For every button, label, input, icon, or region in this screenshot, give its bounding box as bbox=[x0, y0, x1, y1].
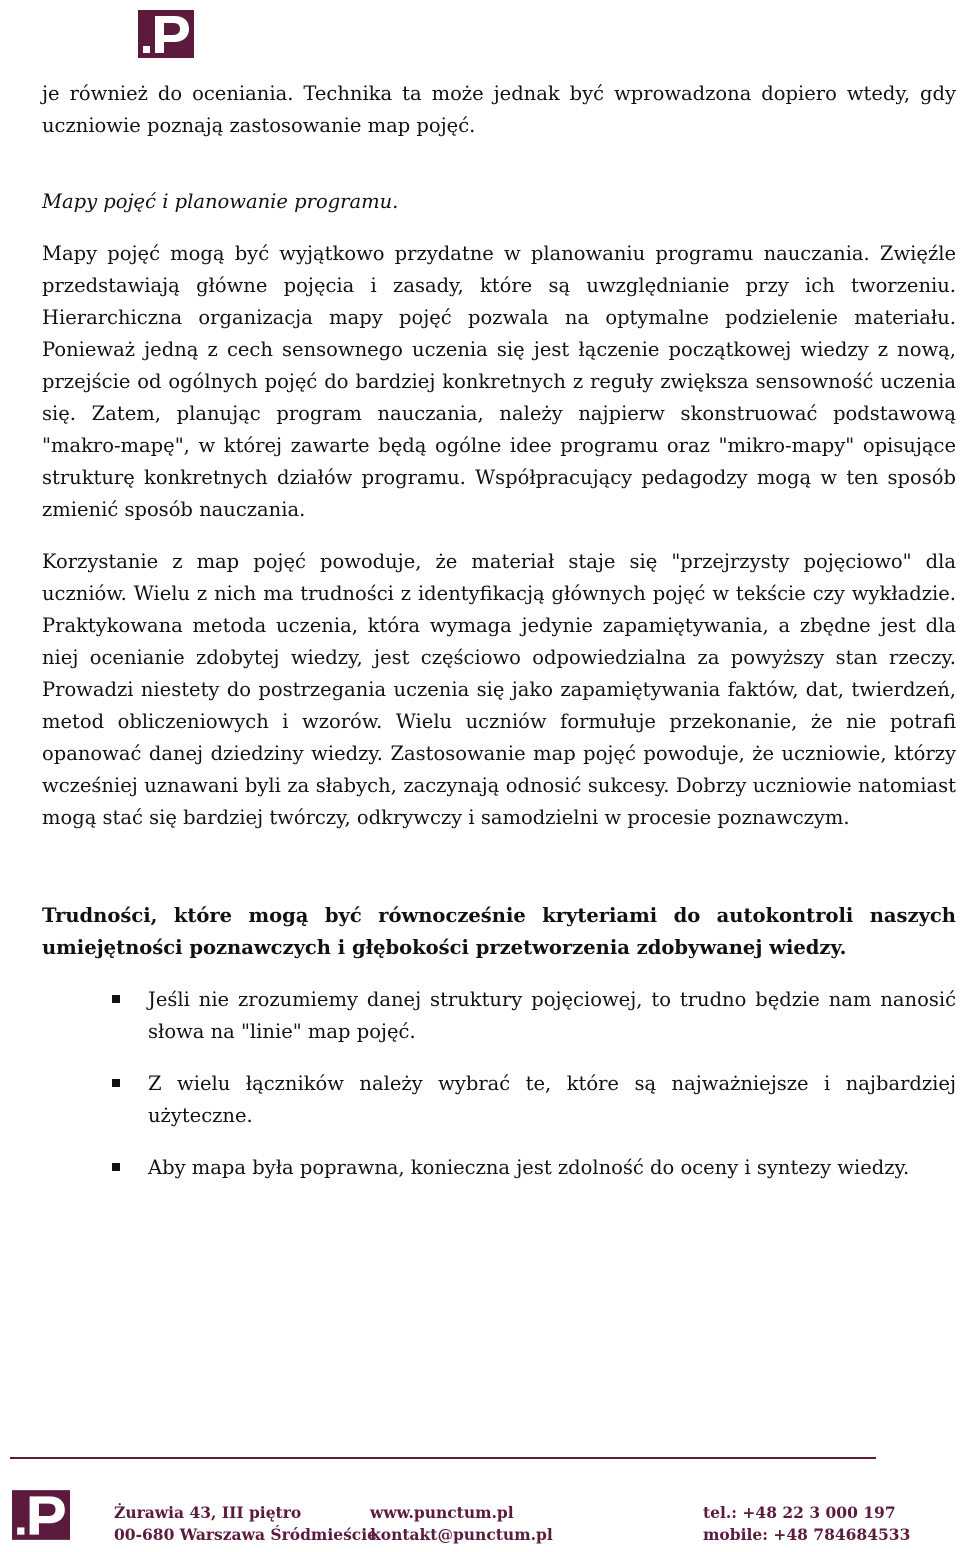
list-item-text: Z wielu łączników należy wybrać te, które są najważniejsze i najbardziej użyteczne. bbox=[148, 1072, 956, 1127]
paragraph-transparency: Korzystanie z map pojęć powoduje, że materiał staje się "przejrzysty pojęciowo" dla uczniów. Wielu z nich ma trudności z identyfikacją głównych pojęć w tekście czy wykładzie. Praktykowana metoda uczenia, która wymaga jedynie zapamiętywania, a zbędne jest dla niej ocenianie zdobytej wiedzy, jest częściowo odpowiedzialna za powyższy stan rzeczy. Prowadzi niestety do postrzegania uczenia się jako zapamiętywania faktów, dat, twierdzeń, metod obliczeniowych i wzorów. Wielu uczniów formułuje przekonanie, że nie potrafi opanować danej dziedziny wiedzy. Zastosowanie map pojęć powoduje, że uczniowie, którzy wcześniej uznawani byli za słabych, zaczynają odnosić sukcesy. Dobrzy uczniowie natomiast mogą stać się bardziej twórczy, odkrywczy i samodzielni w procesie poznawczym. bbox=[42, 550, 956, 829]
footer-address-city: 00-680 Warszawa Śródmieście bbox=[114, 1525, 377, 1544]
footer-telephone: tel.: +48 22 3 000 197 bbox=[703, 1503, 896, 1522]
list-item-text: Jeśli nie zrozumiemy danej struktury pojęciowej, to trudno będzie nam nanosić słowa na "linie" map pojęć. bbox=[148, 988, 956, 1043]
list-item bbox=[42, 984, 956, 1048]
intro-paragraph: je również do oceniania. Technika ta może jednak być wprowadzona dopiero wtedy, gdy uczniowie poznają zastosowanie map pojęć. bbox=[42, 82, 956, 137]
footer-website-link[interactable]: www.punctum.pl bbox=[370, 1503, 514, 1522]
footer-address-street: Żurawia 43, III piętro bbox=[114, 1503, 302, 1522]
footer-phones bbox=[703, 1502, 910, 1546]
punctum-logo-mark bbox=[138, 10, 194, 58]
square-bullet-icon bbox=[112, 995, 120, 1003]
list-item bbox=[42, 1068, 956, 1132]
footer-mobile: mobile: +48 784684533 bbox=[703, 1525, 911, 1544]
footer-contact-web bbox=[370, 1502, 553, 1546]
difficulties-list bbox=[42, 984, 956, 1184]
section-heading-planning: Mapy pojęć i planowanie programu. bbox=[42, 190, 399, 213]
footer-email-link[interactable]: kontakt@punctum.pl bbox=[370, 1525, 553, 1544]
footer-logo bbox=[12, 1490, 70, 1540]
punctum-logo bbox=[138, 10, 194, 58]
footer-divider bbox=[10, 1457, 876, 1459]
list-item bbox=[42, 1152, 956, 1184]
document-body bbox=[42, 78, 956, 1184]
footer-address bbox=[114, 1502, 377, 1546]
square-bullet-icon bbox=[112, 1079, 120, 1087]
footer-logo-mark bbox=[12, 1490, 70, 1540]
list-item-text: Aby mapa była poprawna, konieczna jest zdolność do oceny i syntezy wiedzy. bbox=[148, 1156, 910, 1179]
page-footer bbox=[0, 1488, 960, 1552]
square-bullet-icon bbox=[112, 1163, 120, 1171]
section-heading-difficulties: Trudności, które mogą być równocześnie kryteriami do autokontroli naszych umiejętności poznawczych i głębokości przetworzenia zdobywanej wiedzy. bbox=[42, 904, 956, 959]
paragraph-planning: Mapy pojęć mogą być wyjątkowo przydatne w planowaniu programu nauczania. Zwięźle przedstawiają główne pojęcia i zasady, które są uwzględnianie przy ich tworzeniu. Hierarchiczna organizacja mapy pojęć pozwala na optymalne podzielenie materiału. Ponieważ jedną z cech sensownego uczenia się jest łączenie początkowej wiedzy z nową, przejście od ogólnych pojęć do bardziej konkretnych z reguły zwiększa sensowność uczenia się. Zatem, planując program nauczania, należy najpierw skonstruować podstawową "makro-mapę", w której zawarte będą ogólne idee programu oraz "mikro-mapy" opisujące strukturę konkretnych działów programu. Współpracujący pedagodzy mogą w ten sposób zmienić sposób nauczania. bbox=[42, 242, 956, 521]
